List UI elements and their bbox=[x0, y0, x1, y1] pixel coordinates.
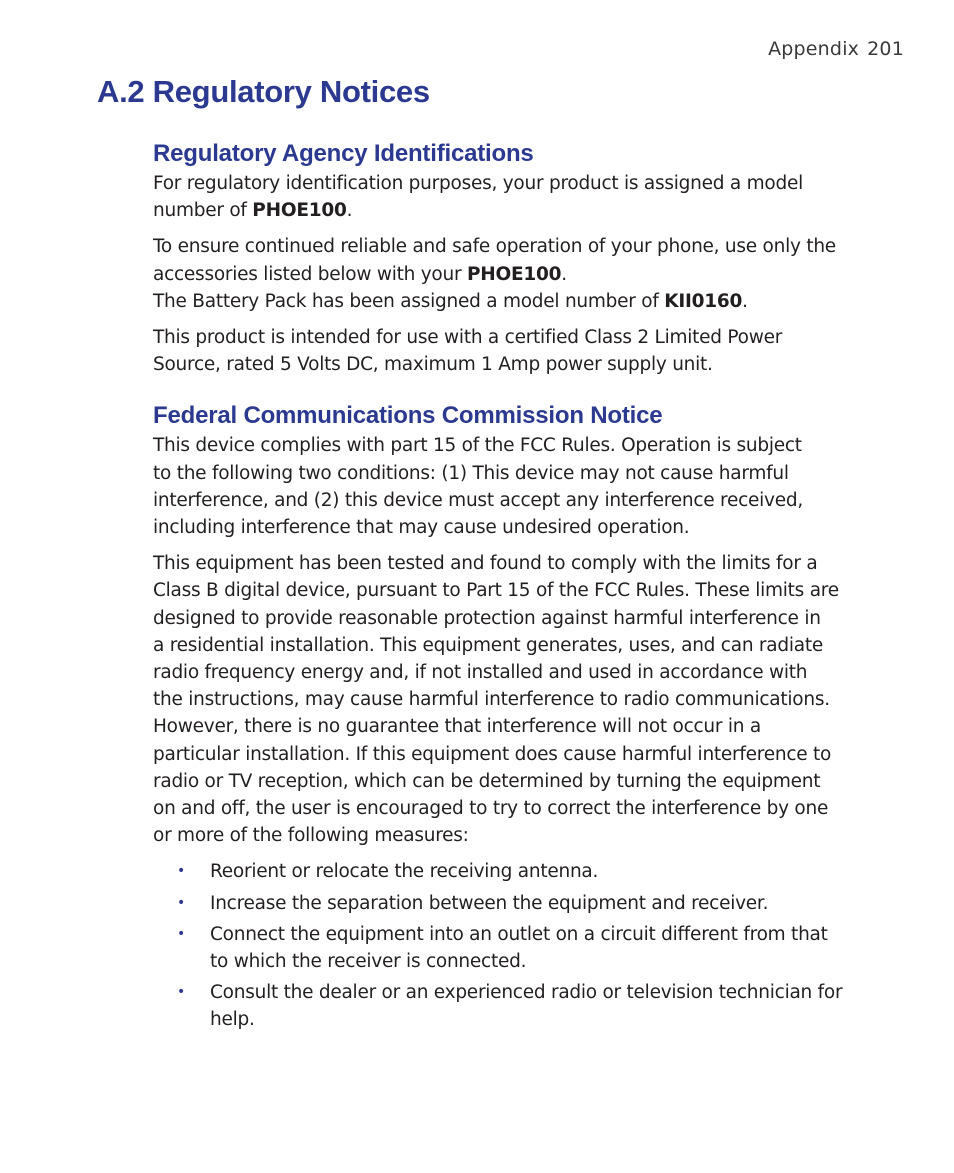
section-heading: Federal Communications Commission Notice bbox=[153, 402, 663, 430]
text-run: . bbox=[561, 263, 567, 285]
paragraph-line bbox=[153, 324, 875, 351]
text-run: Source, rated 5 Volts DC, maximum 1 Amp power supply unit. bbox=[153, 354, 713, 376]
list-item bbox=[153, 890, 875, 917]
paragraph bbox=[153, 432, 875, 541]
header-section-label: Appendix bbox=[768, 38, 860, 60]
page-number: 201 bbox=[867, 38, 904, 60]
list-item bbox=[153, 921, 875, 975]
battery-model-number: KII0160 bbox=[664, 290, 743, 312]
section-fcc-notice bbox=[153, 400, 875, 1033]
paragraph-line: including interference that may cause undesired operation. bbox=[153, 517, 690, 539]
paragraph-line bbox=[153, 351, 875, 378]
section-heading: Regulatory Agency Identifications bbox=[153, 140, 534, 167]
paragraph bbox=[153, 324, 875, 378]
measures-list bbox=[153, 858, 875, 1033]
text-run: To ensure continued reliable and safe operation of your phone, use only the bbox=[153, 236, 836, 258]
paragraph bbox=[153, 550, 875, 849]
paragraph-line: designed to provide reasonable protection against harmful interference in bbox=[153, 607, 821, 629]
text-run: . bbox=[742, 290, 748, 312]
list-item-line: help. bbox=[210, 1009, 255, 1031]
paragraph-line: However, there is no guarantee that interference will not occur in a bbox=[153, 716, 761, 738]
paragraph-line: Class B digital device, pursuant to Part 15 of the FCC Rules. These limits are bbox=[153, 580, 839, 602]
section-regulatory-agency bbox=[153, 138, 875, 378]
model-number: PHOE100 bbox=[466, 263, 562, 285]
text-run: accessories listed below with your bbox=[153, 263, 467, 285]
chapter-title: A.2 Regulatory Notices bbox=[97, 74, 430, 109]
paragraph-line bbox=[153, 288, 875, 315]
paragraph-line: the instructions, may cause harmful interference to radio communications. bbox=[153, 689, 830, 711]
paragraph-line: on and off, the user is encouraged to try to correct the interference by one bbox=[153, 798, 829, 820]
paragraph-line: radio frequency energy and, if not installed and used in accordance with bbox=[153, 662, 808, 684]
text-run: number of bbox=[153, 200, 253, 222]
list-item-line: Reorient or relocate the receiving antenna. bbox=[210, 861, 599, 883]
paragraph-line: This device complies with part 15 of the FCC Rules. Operation is subject bbox=[153, 435, 802, 457]
model-number: PHOE100 bbox=[252, 200, 347, 222]
paragraph-line bbox=[153, 197, 875, 224]
text-run: For regulatory identification purposes, your product is assigned a model bbox=[153, 173, 803, 194]
text-run: . bbox=[346, 200, 353, 222]
paragraph-line: interference, and (2) this device must accept any interference received, bbox=[153, 489, 803, 511]
paragraph bbox=[153, 233, 875, 315]
paragraph-line bbox=[153, 261, 875, 288]
running-header bbox=[768, 38, 904, 60]
list-item bbox=[153, 979, 875, 1033]
paragraph bbox=[153, 170, 875, 224]
text-run: This product is intended for use with a certified Class 2 Limited Power bbox=[153, 327, 783, 349]
paragraph-line: radio or TV reception, which can be determined by turning the equipment bbox=[153, 770, 821, 792]
list-item-line: Consult the dealer or an experienced radio or television technician for bbox=[210, 982, 843, 1004]
list-item-line: to which the receiver is connected. bbox=[210, 951, 527, 973]
paragraph-line: This equipment has been tested and found to comply with the limits for a bbox=[153, 553, 818, 575]
list-item bbox=[153, 858, 875, 885]
bullet-icon: • bbox=[177, 894, 186, 911]
paragraph-line: particular installation. If this equipment does cause harmful interference to bbox=[153, 743, 832, 765]
bullet-icon: • bbox=[177, 863, 186, 880]
paragraph-line bbox=[153, 170, 875, 197]
bullet-icon: • bbox=[177, 925, 186, 942]
list-item-line: Connect the equipment into an outlet on a circuit different from that bbox=[210, 923, 828, 945]
paragraph-line: or more of the following measures: bbox=[153, 825, 469, 847]
paragraph-line: to the following two conditions: (1) This device may not cause harmful bbox=[153, 462, 789, 484]
bullet-icon: • bbox=[177, 984, 186, 1001]
paragraph-line: a residential installation. This equipment generates, uses, and can radiate bbox=[153, 634, 823, 656]
text-run: The Battery Pack has been assigned a model number of bbox=[153, 290, 665, 312]
paragraph-line bbox=[153, 233, 875, 260]
list-item-line: Increase the separation between the equipment and receiver. bbox=[210, 892, 769, 914]
content-body bbox=[153, 138, 875, 1038]
